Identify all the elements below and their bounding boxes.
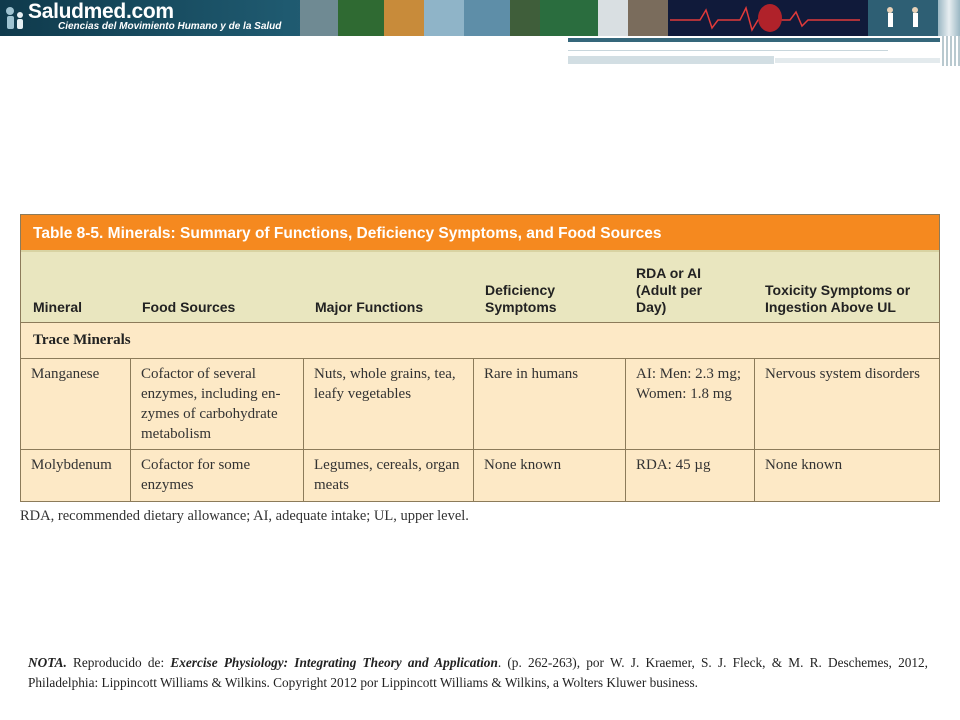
header-major-functions: Major Functions bbox=[315, 299, 424, 315]
table-row bbox=[21, 359, 939, 450]
source-note bbox=[28, 653, 928, 692]
table-header-row bbox=[21, 250, 939, 323]
cell-toxicity: Nervous system disorders bbox=[765, 366, 920, 382]
cell-deficiency: None known bbox=[474, 450, 626, 501]
cell-deficiency: Rare in humans bbox=[474, 359, 626, 449]
section-row-trace-minerals bbox=[21, 323, 939, 359]
brand-name[interactable]: Saludmed.com bbox=[28, 0, 174, 23]
cell-food-sources: Cofactor of several enzymes, including en-zymes of carbohydrate metabolism bbox=[131, 359, 304, 449]
cell-major-functions: Legumes, cereals, organ meats bbox=[304, 450, 474, 501]
table-footnote: RDA, recommended dietary allowance; AI, adequate intake; UL, upper level. bbox=[20, 508, 469, 524]
header-food-sources: Food Sources bbox=[142, 299, 236, 315]
table-title: Table 8-5. Minerals: Summary of Functions, Deficiency Symptoms, and Food Sources bbox=[21, 215, 939, 250]
nota-book-title: Exercise Physiology: Integrating Theory and Application bbox=[170, 655, 498, 670]
cell-rda: RDA: 45 µg bbox=[626, 450, 755, 501]
decorative-stripes bbox=[940, 36, 960, 66]
cell-rda: AI: Men: 2.3 mg; Women: 1.8 mg bbox=[626, 359, 755, 449]
brand-tagline: Ciencias del Movimiento Humano y de la Salud bbox=[58, 21, 282, 32]
table-row bbox=[21, 450, 939, 501]
header-toxicity: Toxicity Symptoms or Ingestion Above UL bbox=[765, 282, 911, 315]
header-mineral: Mineral bbox=[33, 299, 83, 315]
cell-food-sources: Cofactor for some enzymes bbox=[131, 450, 304, 501]
banner-photo-strip bbox=[300, 0, 940, 36]
nota-citation: . (p. 262-263), por W. J. Kraemer, S. J. Fleck, & M. R. Deschemes, 2012, Philadelphia: Lippincott Williams & Wilkins. Copyright 2012 por Lippincott Williams & Wilkins, a Wolters Kluwer business. bbox=[28, 655, 928, 690]
decorative-line bbox=[568, 50, 888, 54]
decorative-line bbox=[775, 58, 960, 63]
decorative-line bbox=[568, 38, 960, 42]
nota-pre: Reproducido de: bbox=[66, 655, 171, 670]
minerals-table bbox=[20, 214, 940, 502]
header-deficiency-symptoms: Deficiency Symptoms bbox=[485, 282, 557, 315]
cell-mineral: Molybdenum bbox=[21, 450, 131, 501]
cell-major-functions: Nuts, whole grains, tea, leafy vegetables bbox=[304, 359, 474, 449]
decorative-line bbox=[568, 56, 774, 64]
logo-icon bbox=[4, 5, 26, 31]
site-banner bbox=[0, 0, 960, 36]
banner-edge bbox=[938, 0, 960, 36]
section-label: Trace Minerals bbox=[33, 332, 131, 348]
header-rda: RDA or AI (Adult per Day) bbox=[636, 265, 703, 315]
cell-mineral: Manganese bbox=[21, 359, 131, 449]
nota-label: NOTA. bbox=[28, 655, 67, 670]
cell-toxicity: None known bbox=[765, 457, 843, 473]
